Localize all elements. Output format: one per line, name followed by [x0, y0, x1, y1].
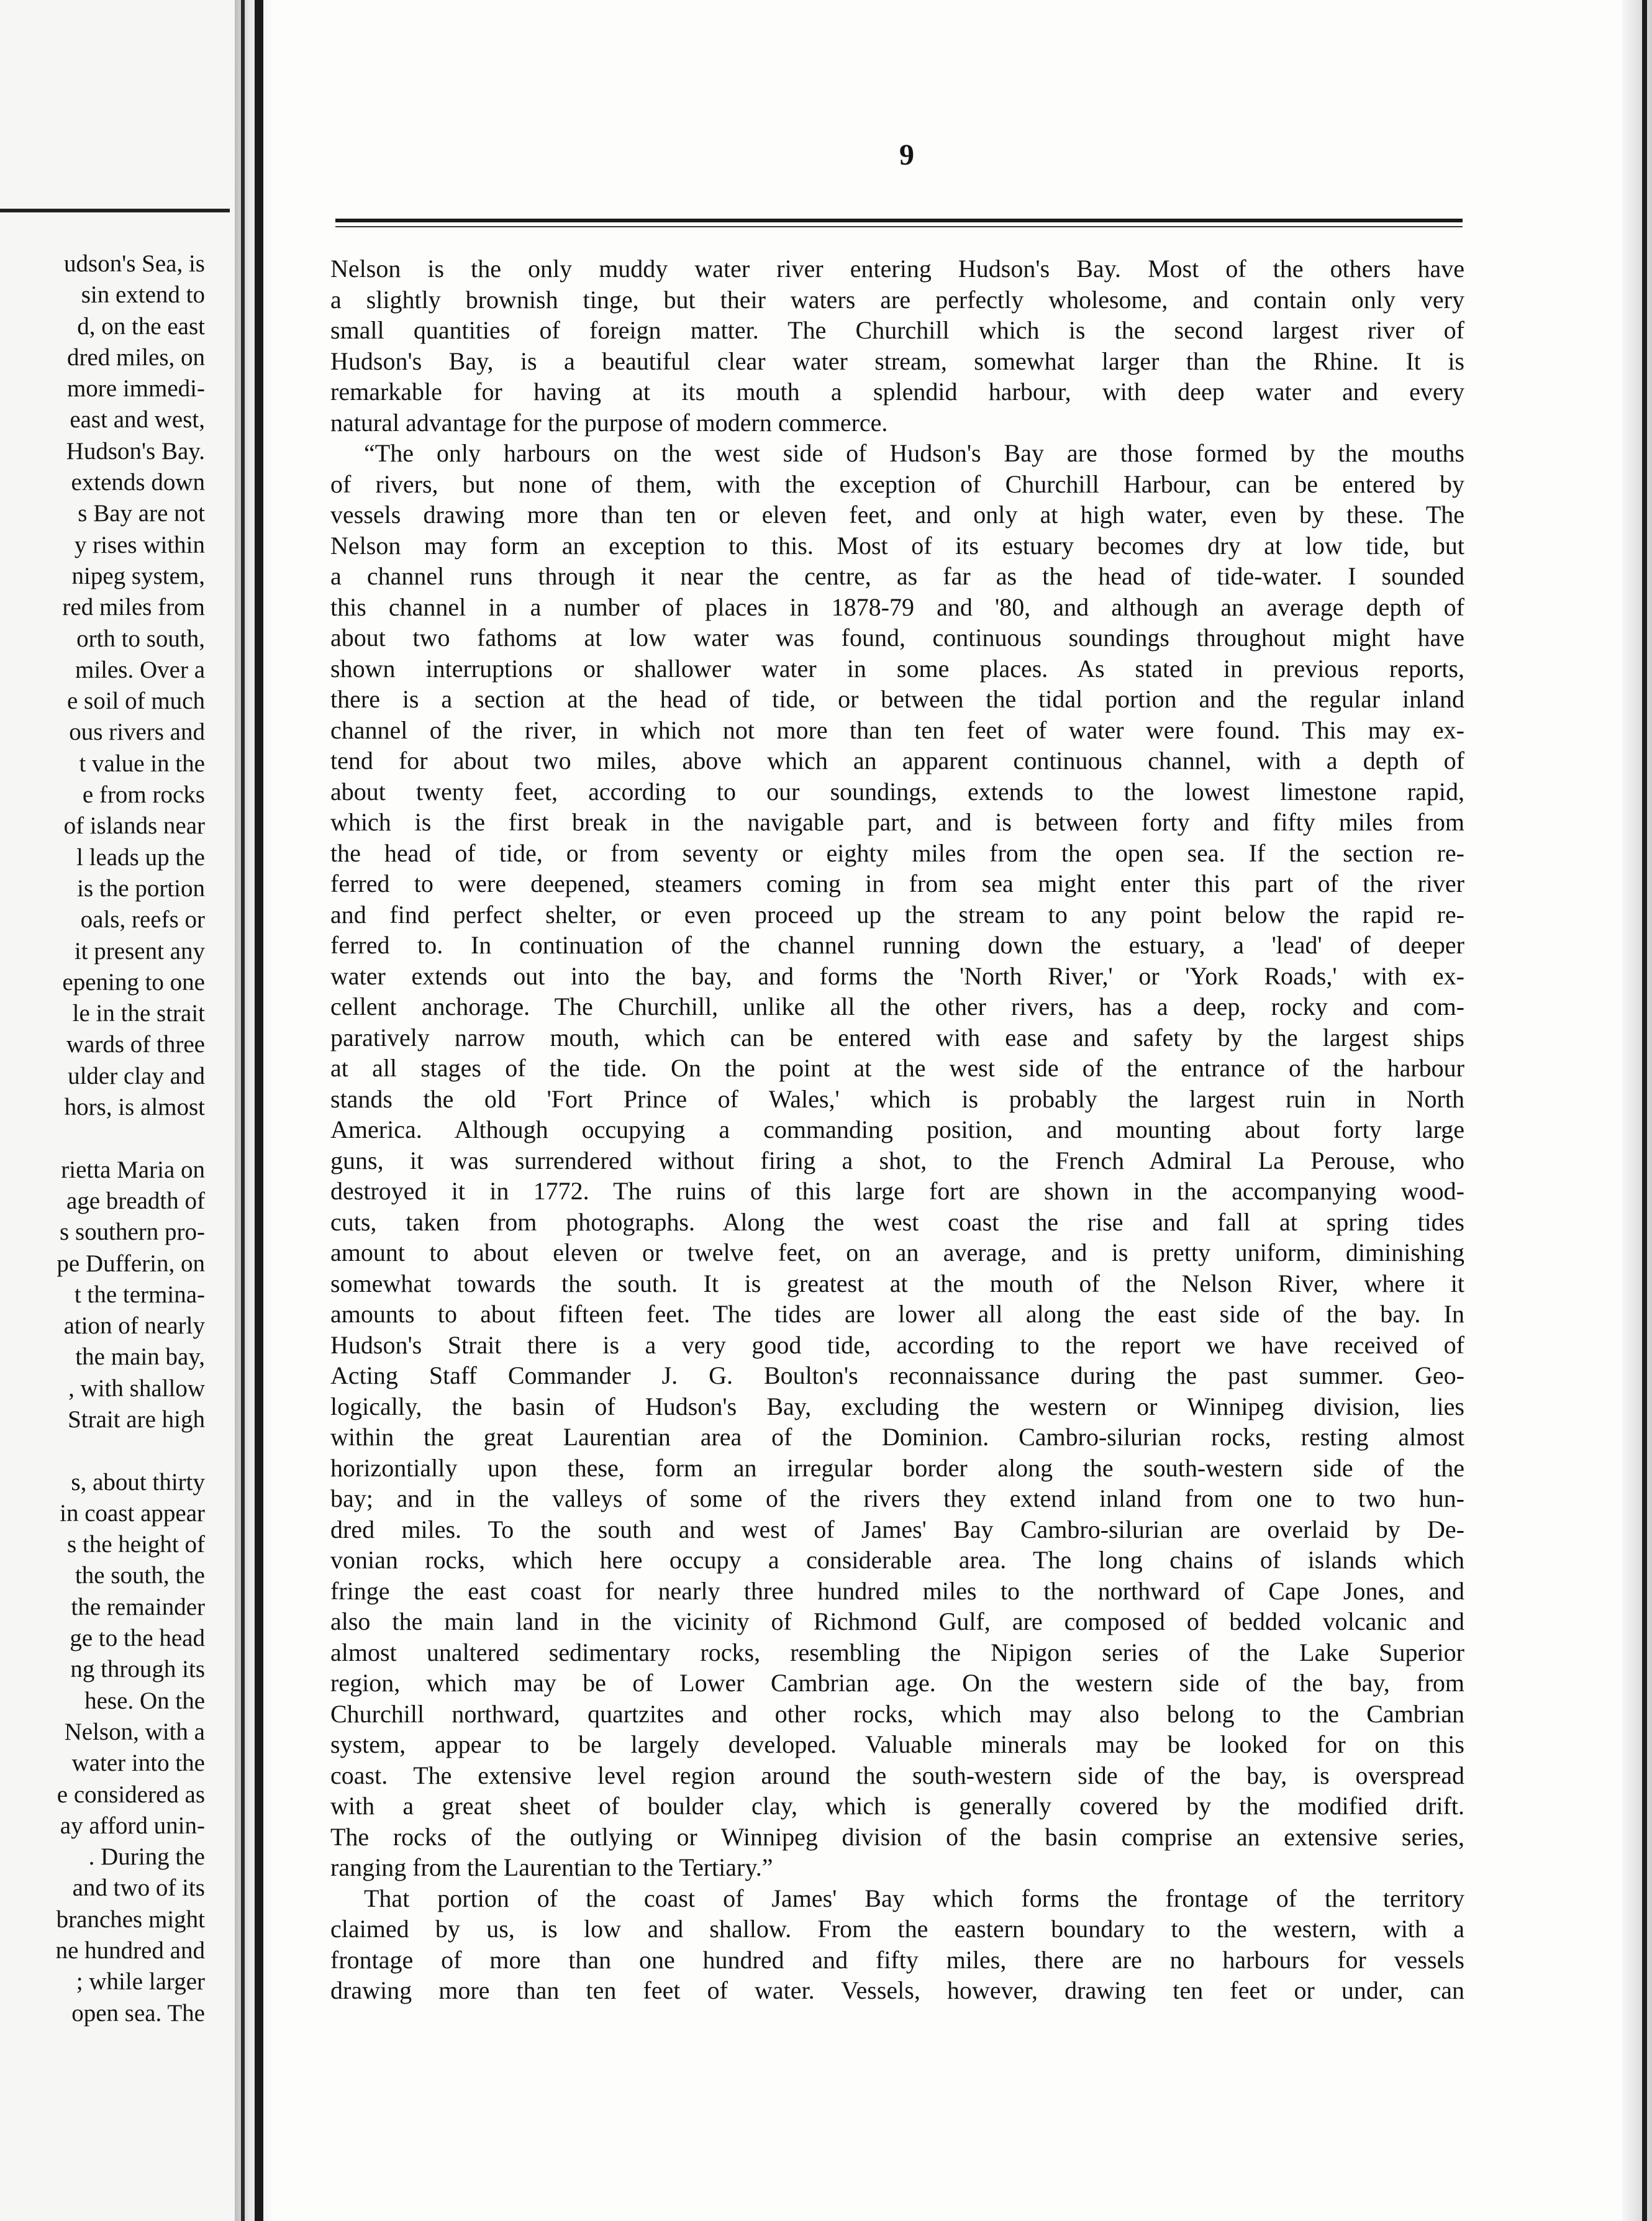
previous-page-line: udson's Sea, is — [64, 250, 205, 277]
text-line: guns, it was surrendered without firing a shot, to the French Admiral La Perouse, who — [330, 1146, 1464, 1174]
previous-page-line: le in the strait — [72, 1000, 205, 1027]
previous-page-line: of islands near — [63, 812, 205, 840]
text-line: at all stages of the tide. On the point at the west side of the entrance of the harbour — [330, 1054, 1464, 1082]
text-line: The rocks of the outlying or Winnipeg division of the basin comprise an extensive series, — [330, 1822, 1464, 1851]
previous-page-line: d, on the east — [77, 312, 205, 340]
text-line: channel of the river, in which not more than ten feet of water were found. This may ex- — [330, 715, 1464, 744]
previous-page-line — [0, 1435, 205, 1466]
page-right-border — [1642, 0, 1647, 2221]
gutter-line — [255, 0, 263, 2221]
text-line: water extends out into the bay, and forms the 'North River,' or 'York Roads,' with ex- — [330, 961, 1464, 990]
previous-page-line: e considered as — [57, 1781, 205, 1808]
text-line: fringe the east coast for nearly three hundred miles to the northward of Cape Jones, and — [330, 1576, 1464, 1605]
previous-page-line: the main bay, — [75, 1343, 205, 1371]
previous-page-line: east and west, — [70, 406, 205, 434]
text-line: vessels drawing more than ten or eleven feet, and only at high water, even by these. The — [330, 501, 1464, 529]
previous-page-line: is the portion — [77, 874, 205, 902]
previous-page-line: the south, the — [75, 1562, 205, 1589]
previous-page-rule — [0, 209, 230, 212]
previous-page-line: Hudson's Bay. — [66, 437, 205, 465]
text-line: with a great sheet of boulder clay, which is generally covered by the modified drift. — [330, 1792, 1464, 1820]
previous-page-line: s the height of — [66, 1531, 205, 1558]
text-line: ranging from the Laurentian to the Tertiary.” — [330, 1853, 773, 1881]
previous-page-line: e soil of much — [66, 688, 205, 715]
previous-page-line: branches might — [56, 1905, 205, 1933]
text-line: tend for about two miles, above which an apparent continuous channel, with a depth of — [330, 747, 1464, 774]
previous-page-line: rietta Maria on — [61, 1156, 205, 1183]
text-line: natural advantage for the purpose of modern commerce. — [330, 408, 888, 437]
page-number: 9 — [899, 139, 914, 171]
previous-page-text — [0, 248, 205, 2029]
previous-page-line: ne hundred and — [55, 1937, 205, 1964]
gutter-edge — [241, 0, 245, 2221]
text-line: small quantities of foreign matter. The Churchill which is the second largest river of — [330, 316, 1464, 344]
previous-page-line: t value in the — [79, 750, 205, 777]
previous-page-line: l leads up the — [76, 843, 205, 871]
previous-page-line: e from rocks — [82, 781, 205, 809]
text-line: somewhat towards the south. It is greatest at the mouth of the Nelson River, where it — [330, 1269, 1464, 1297]
text-line: also the main land in the vicinity of Richmond Gulf, are composed of bedded volcanic and — [330, 1607, 1464, 1635]
text-line: logically, the basin of Hudson's Bay, excluding the western or Winnipeg division, lies — [330, 1392, 1464, 1420]
book-gutter — [235, 0, 272, 2221]
text-line: horizontially upon these, form an irregular border along the south-western side of the — [330, 1453, 1464, 1482]
body-text — [330, 253, 1464, 2006]
previous-page-line: . During the — [88, 1843, 205, 1871]
text-line: region, which may be of Lower Cambrian age. On the western side of the bay, from — [330, 1669, 1464, 1697]
text-line: bay; and in the valleys of some of the rivers they extend inland from one to two hun- — [330, 1484, 1464, 1512]
previous-page-line: ge to the head — [70, 1625, 205, 1652]
text-line: cuts, taken from photographs. Along the west coast the rise and fall at spring tides — [330, 1207, 1464, 1236]
previous-page-line: nipeg system, — [71, 562, 205, 589]
previous-page-line: wards of three — [66, 1031, 205, 1058]
header-rule — [335, 219, 1463, 222]
previous-page-line: extends down — [71, 469, 205, 496]
text-line: coast. The extensive level region around the south-western side of the bay, is overspread — [330, 1761, 1464, 1789]
previous-page-line: ation of nearly — [63, 1312, 205, 1340]
previous-page-line: miles. Over a — [75, 656, 205, 683]
text-line: claimed by us, is low and shallow. From the eastern boundary to the western, with a — [330, 1915, 1464, 1943]
text-line: a channel runs through it near the centre, as far as the head of tide-water. I sounded — [330, 562, 1464, 590]
text-line: Hudson's Bay, is a beautiful clear water stream, somewhat larger than the Rhine. It is — [330, 347, 1464, 375]
text-line: dred miles. To the south and west of James' Bay Cambro-silurian are overlaid by De- — [330, 1515, 1464, 1543]
previous-page-line: water into the — [71, 1750, 205, 1777]
previous-page-line: open sea. The — [71, 1999, 205, 2027]
previous-page-line: dred miles, on — [66, 343, 205, 371]
previous-page-line: oals, reefs or — [80, 906, 205, 933]
previous-page-line: , with shallow — [68, 1374, 205, 1402]
text-line: Acting Staff Commander J. G. Boulton's reconnaissance during the past summer. Geo- — [330, 1361, 1464, 1389]
previous-page-line: s Bay are not — [78, 500, 205, 527]
previous-page-line: hese. On the — [84, 1687, 205, 1714]
text-line: Nelson may form an exception to this. Most of its estuary becomes dry at low tide, but — [330, 531, 1464, 560]
previous-page-line: ulder clay and — [68, 1062, 205, 1089]
text-line: ferred to were deepened, steamers coming in from sea might enter this part of the river — [330, 870, 1464, 897]
text-line: Nelson is the only muddy water river entering Hudson's Bay. Most of the others have — [330, 255, 1464, 283]
previous-page-strip — [0, 0, 235, 2221]
text-line: drawing more than ten feet of water. Vessels, however, drawing ten feet or under, can — [330, 1976, 1464, 2004]
text-line: within the great Laurentian area of the Dominion. Cambro-silurian rocks, resting almost — [330, 1423, 1464, 1451]
header-rule-thin — [335, 226, 1463, 227]
text-line: almost unaltered sedimentary rocks, resembling the Nipigon series of the Lake Superior — [330, 1638, 1464, 1666]
previous-page-line: epening to one — [62, 968, 205, 996]
text-line: frontage of more than one hundred and fifty miles, there are no harbours for vessels — [330, 1945, 1464, 1974]
previous-page-line: more immedi- — [66, 375, 205, 402]
text-line: destroyed it in 1772. The ruins of this large fort are shown in the accompanying wood- — [330, 1177, 1464, 1205]
previous-page-line: pe Dufferin, on — [57, 1250, 205, 1277]
text-line: amount to about eleven or twelve feet, on an average, and is pretty uniform, diminishing — [330, 1238, 1464, 1266]
page-right-edge — [1622, 0, 1652, 2221]
text-line: shown interruptions or shallower water in some places. As stated in previous reports, — [330, 654, 1464, 683]
previous-page-line: Strait are high — [68, 1406, 205, 1433]
previous-page-line: t the termina- — [74, 1281, 205, 1308]
text-line: Hudson's Strait there is a very good tide, according to the report we have received of — [330, 1330, 1464, 1359]
previous-page-line: and two of its — [72, 1874, 205, 1902]
previous-page-line: s, about thirty — [71, 1468, 205, 1496]
text-line: America. Although occupying a commanding position, and mounting about forty large — [330, 1115, 1464, 1143]
text-line: cellent anchorage. The Churchill, unlike all the other rivers, has a deep, rocky and com- — [330, 992, 1464, 1020]
previous-page-line: ous rivers and — [69, 719, 205, 746]
text-line: paratively narrow mouth, which can be entered with ease and safety by the largest ships — [330, 1023, 1464, 1051]
previous-page-line: in coast appear — [60, 1499, 205, 1527]
text-line: about twenty feet, according to our soundings, extends to the lowest limestone rapid, — [330, 777, 1464, 806]
text-line: which is the first break in the navigable part, and is between forty and fifty miles from — [330, 808, 1464, 836]
previous-page-line: sin extend to — [81, 281, 205, 309]
previous-page-line: ; while larger — [76, 1968, 205, 1996]
text-line: That portion of the coast of James' Bay which forms the frontage of the territory — [364, 1884, 1464, 1912]
previous-page-line: orth to south, — [76, 625, 205, 652]
previous-page-line — [0, 1123, 205, 1154]
text-line: of rivers, but none of them, with the exception of Churchill Harbour, can be entered by — [330, 470, 1464, 498]
text-line: Churchill northward, quartzites and other rocks, which may also belong to the Cambrian — [330, 1699, 1464, 1728]
previous-page-line: y rises within — [74, 531, 205, 558]
previous-page-line: Nelson, with a — [64, 1718, 205, 1745]
text-line: there is a section at the head of tide, or between the tidal portion and the regular inland — [330, 685, 1464, 713]
text-line: the head of tide, or from seventy or eighty miles from the open sea. If the section re- — [330, 838, 1464, 867]
previous-page-line: the remainder — [71, 1593, 205, 1620]
text-line: remarkable for having at its mouth a splendid harbour, with deep water and every — [330, 378, 1464, 406]
text-line: and find perfect shelter, or even proceed up the stream to any point below the rapid re- — [330, 900, 1464, 929]
previous-page-line: it present any — [74, 937, 205, 965]
text-line: system, appear to be largely developed. Valuable minerals may be looked for on this — [330, 1730, 1464, 1758]
text-line: about two fathoms at low water was found, continuous soundings throughout might have — [330, 624, 1464, 652]
text-line: vonian rocks, which here occupy a considerable area. The long chains of islands which — [330, 1546, 1464, 1574]
text-line: a slightly brownish tinge, but their waters are perfectly wholesome, and contain only very — [330, 285, 1464, 314]
previous-page-line: s southern pro- — [60, 1219, 205, 1246]
text-line: amounts to about fifteen feet. The tides are lower all along the east side of the bay. In — [330, 1300, 1464, 1328]
text-line: stands the old 'Fort Prince of Wales,' which is probably the largest ruin in North — [330, 1084, 1464, 1113]
previous-page-line: age breadth of — [66, 1187, 205, 1214]
text-line: “The only harbours on the west side of Hudson's Bay are those formed by the mouths — [364, 439, 1464, 467]
previous-page-line: ay afford unin- — [60, 1812, 205, 1839]
previous-page-line: hors, is almost — [64, 1094, 205, 1121]
text-line: this channel in a number of places in 1878-79 and '80, and although an average depth of — [330, 593, 1464, 621]
previous-page-line: ng through its — [70, 1656, 205, 1683]
previous-page-line: red miles from — [62, 594, 205, 621]
text-line: ferred to. In continuation of the channel running down the estuary, a 'lead' of deeper — [330, 931, 1464, 959]
